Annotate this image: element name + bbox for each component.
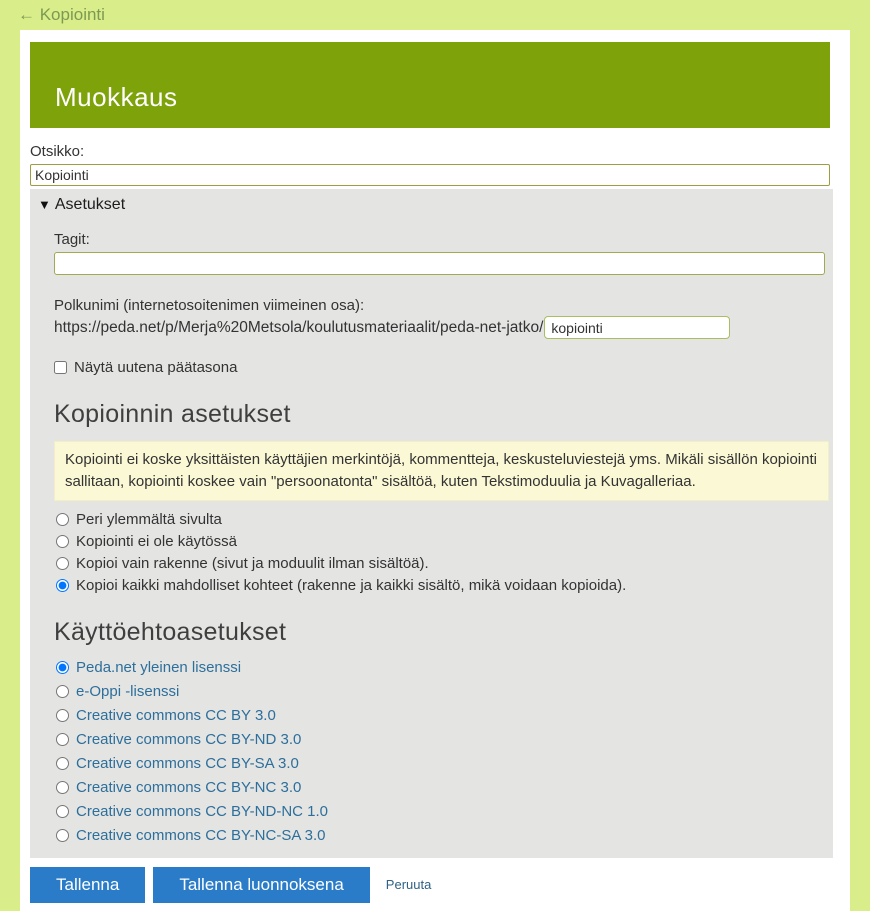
license-option-option-row: [54, 803, 829, 820]
copy-settings-notice: Kopiointi ei koske yksittäisten käyttäjien merkintöjä, kommentteja, keskusteluviestejä yms. Mikäli sisällön kopiointi sallitaan, kopiointi koskee vain "persoonatonta" sisältöä, kuten Tekstimoduulia ja Kuvagalleriaa.: [54, 441, 829, 501]
settings-panel-inner: [38, 231, 829, 844]
copy-option-radio-3[interactable]: [56, 579, 69, 592]
license-option-option-row: [54, 827, 829, 844]
copy-option-option-row: [54, 533, 829, 550]
path-base-url: https://peda.net/p/Merja%20Metsola/koulutusmateriaalit/peda-net-jatko/: [54, 318, 544, 336]
license-option-label-1[interactable]: e-Oppi -lisenssi: [76, 682, 180, 700]
license-option-option-row: [54, 731, 829, 748]
show-top-level-checkbox[interactable]: [54, 361, 67, 374]
action-bar: [30, 867, 830, 903]
license-option-radio-5[interactable]: [56, 781, 69, 794]
license-option-radio-2[interactable]: [56, 709, 69, 722]
path-field-label: Polkunimi (internetosoitenimen viimeinen osa):: [54, 297, 365, 314]
dialog-header: [30, 42, 830, 128]
copy-option-option-row: [54, 555, 829, 572]
license-option-radio-0[interactable]: [56, 661, 69, 674]
copy-option-radio-1[interactable]: [56, 535, 69, 548]
save-draft-button[interactable]: Tallenna luonnoksena: [153, 867, 369, 903]
path-line: [54, 316, 829, 339]
copy-option-option-row: [54, 511, 829, 528]
title-input[interactable]: [30, 164, 830, 186]
copy-option-radio-0[interactable]: [56, 513, 69, 526]
edit-dialog-card: [20, 30, 850, 911]
save-button[interactable]: Tallenna: [30, 867, 145, 903]
license-option-option-row: [54, 755, 829, 772]
license-option-option-row: [54, 659, 829, 676]
title-field-label: Otsikko:: [30, 143, 85, 160]
license-option-radio-1[interactable]: [56, 685, 69, 698]
license-option-radio-3[interactable]: [56, 733, 69, 746]
tags-input[interactable]: [54, 252, 825, 275]
copy-settings-heading: Kopioinnin asetukset: [54, 400, 291, 428]
settings-toggle-label: Asetukset: [54, 196, 126, 213]
license-options-group: [54, 659, 829, 844]
copy-option-label-3[interactable]: Kopioi kaikki mahdolliset kohteet (rakenne ja kaikki sisältö, mikä voidaan kopioida).: [76, 576, 627, 594]
license-settings-heading: Käyttöehtoasetukset: [54, 617, 287, 646]
tags-field-label: Tagit:: [54, 231, 90, 248]
license-option-radio-4[interactable]: [56, 757, 69, 770]
copy-option-label-1[interactable]: Kopiointi ei ole käytössä: [76, 532, 237, 550]
show-top-level-row: [54, 359, 829, 376]
path-input[interactable]: [544, 316, 730, 339]
license-option-label-0[interactable]: Peda.net yleinen lisenssi: [76, 658, 242, 676]
copy-option-option-row: [54, 577, 829, 594]
cancel-link[interactable]: Peruuta: [385, 877, 432, 892]
license-option-label-4[interactable]: Creative commons CC BY-SA 3.0: [76, 754, 299, 772]
license-option-option-row: [54, 707, 829, 724]
settings-toggle[interactable]: [38, 194, 829, 216]
license-option-radio-6[interactable]: [56, 805, 69, 818]
license-option-label-3[interactable]: Creative commons CC BY-ND 3.0: [76, 730, 302, 748]
license-option-radio-7[interactable]: [56, 829, 69, 842]
settings-panel: [30, 189, 833, 858]
copy-option-label-2[interactable]: Kopioi vain rakenne (sivut ja moduulit ilman sisältöä).: [76, 554, 429, 572]
license-option-label-6[interactable]: Creative commons CC BY-ND-NC 1.0: [76, 802, 329, 820]
license-option-label-2[interactable]: Creative commons CC BY 3.0: [76, 706, 276, 724]
license-option-option-row: [54, 683, 829, 700]
dialog-title: Muokkaus: [55, 82, 178, 112]
show-top-level-label[interactable]: Näytä uutena päätasona: [74, 359, 238, 376]
license-option-option-row: [54, 779, 829, 796]
back-link[interactable]: ← Kopiointi: [18, 5, 105, 24]
license-option-label-5[interactable]: Creative commons CC BY-NC 3.0: [76, 778, 302, 796]
copy-option-radio-2[interactable]: [56, 557, 69, 570]
copy-options-group: [54, 511, 829, 594]
license-option-label-7[interactable]: Creative commons CC BY-NC-SA 3.0: [76, 826, 326, 844]
copy-option-label-0[interactable]: Peri ylemmältä sivulta: [76, 510, 222, 528]
collapse-triangle-icon: ▼: [38, 197, 51, 212]
